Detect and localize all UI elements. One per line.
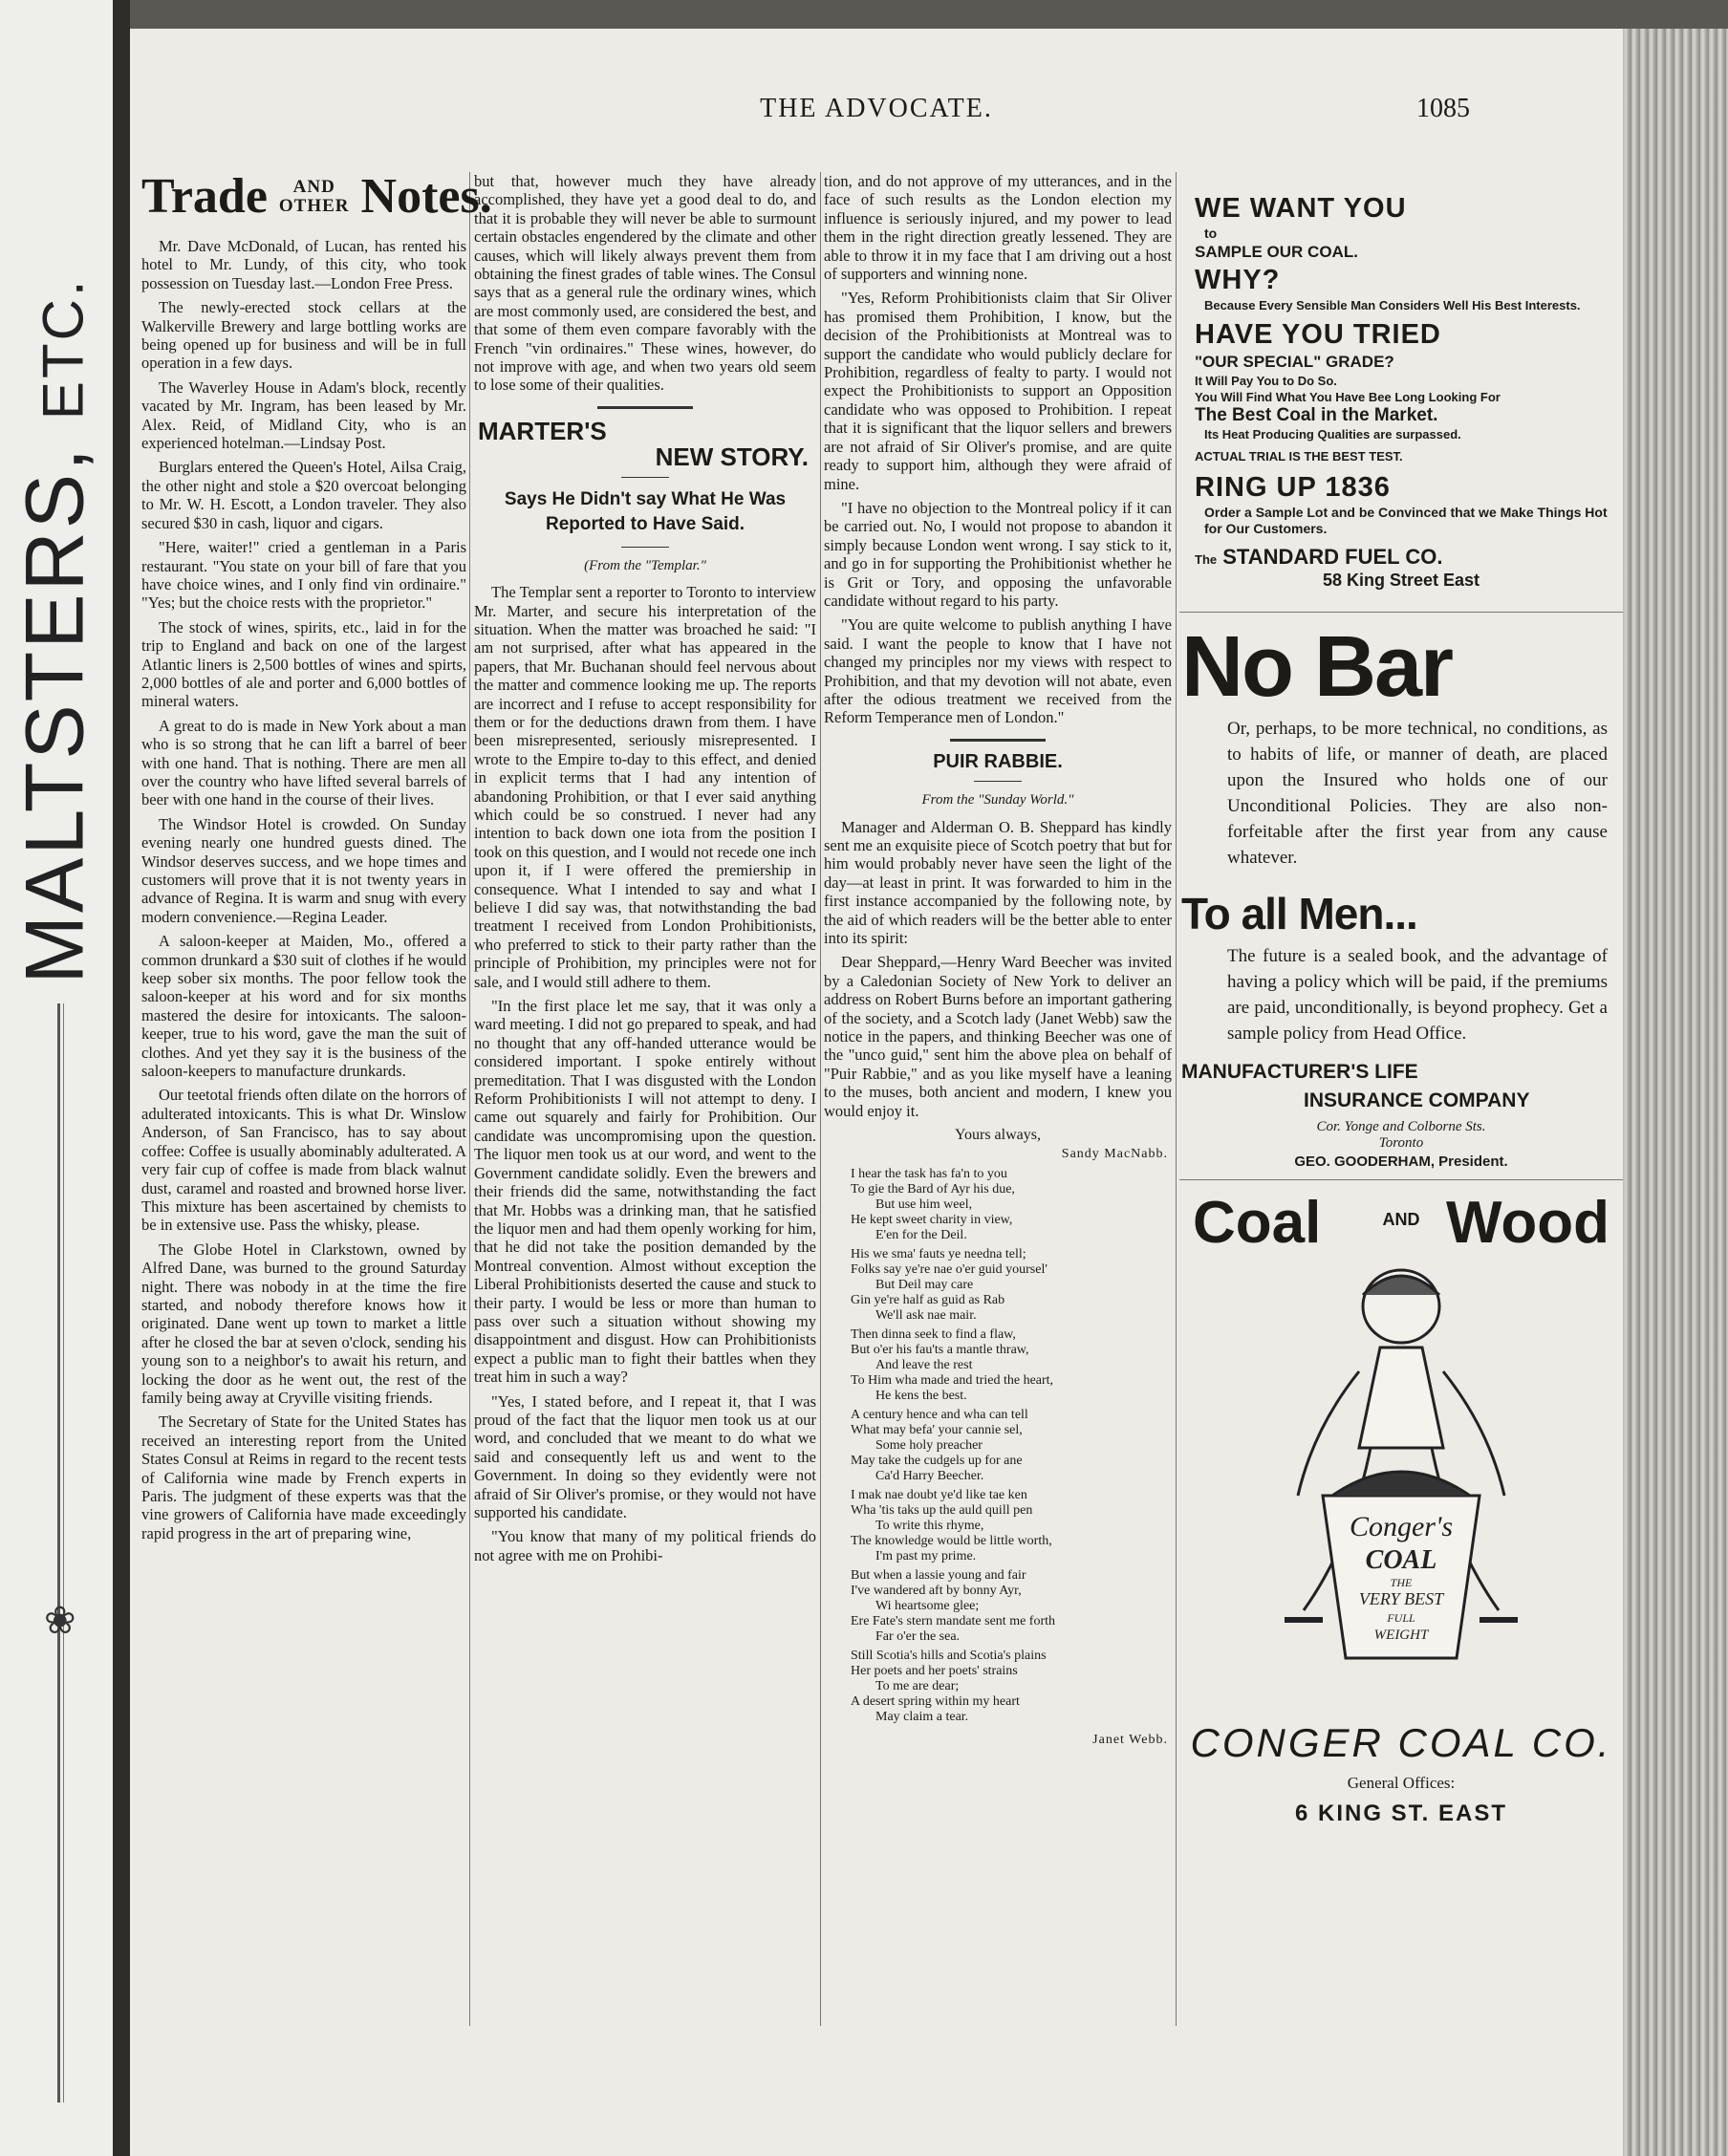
poem-stanza: His we sma' fauts ye needna tell; Folks say ye're nae o'er guid yoursel' But Deil may care Gin ye're half as guid as Rab We'll ask nae mair. bbox=[851, 1246, 1048, 1323]
ad-title: No Bar bbox=[1181, 619, 1453, 715]
poem bbox=[851, 1167, 1172, 1725]
article-subhead: Says He Didn't say What He Was Reported to Have Said. bbox=[504, 488, 787, 534]
ad-line: ACTUAL TRIAL IS THE BEST TEST. bbox=[1195, 449, 1403, 464]
separator-rule bbox=[621, 477, 669, 478]
column-puir-rabbie bbox=[824, 172, 1172, 1749]
paragraph: Manager and Alderman O. B. Sheppard has kindly sent me an exquisite piece of Scotch poetry that but for him would probably never have seen the light of the day—at least in print. It was forwarded to him in the first instance accompanied by the following note, by the aid of which readers will be the better able to enter into its spirit: bbox=[824, 817, 1172, 948]
article-heading: PUIR RABBIE. bbox=[933, 750, 1063, 772]
separator-rule bbox=[974, 781, 1022, 782]
ad-line: The Best Coal in the Market. bbox=[1195, 405, 1438, 425]
paragraph: "Yes, Reform Prohibitionists claim that Sir Oliver has promised them Prohibition, I know, but the decision of the Prohibitionists at Montreal was to support the candidate who would publicly declare for Prohibition, regardless of fealty to party. I would not expect the Prohibitionists to support an Opposition candidate who was opposed to Prohibition. I repeat that it is significant that the liquor sellers and brewers are not afraid of Sir Oliver's promise, and are quite ready to support him, although they were afraid of mine. bbox=[824, 289, 1172, 493]
page-number: 1085 bbox=[1416, 94, 1470, 123]
ad-title: To all Men... bbox=[1181, 889, 1417, 938]
paragraph: Burglars entered the Queen's Hotel, Ailsa Craig, the other night and stole a $20 overcoat belonging to Mr. W. H. Escott, a London traveler. They also secured $30 in cash, liquor and cigars. bbox=[141, 458, 466, 532]
paragraph: A great to do is made in New York about a man who is so strong that he can lift a barrel of beer with one hand. That is nothing. There are men all over the country who have lifted several barrels of beer with one hand in the course of their lives. bbox=[141, 716, 466, 809]
ad-company: INSURANCE COMPANY bbox=[1304, 1089, 1530, 1111]
paragraph: The Globe Hotel in Clarkstown, owned by Alfred Dane, was burned to the ground Saturday night. There was nobody in at the time the fire started, and nobody therefore knows how it originated. Dane went up town to market a little after he closed the bar at seven o'clock, sending his young son to a neighbor's to await his return, and locking the door as he went out, the rest of the family being away at Cryville visiting friends. bbox=[141, 1240, 466, 1407]
column-rule bbox=[820, 172, 821, 2026]
separator-rule bbox=[597, 406, 693, 409]
ad-line: You Will Find What You Have Bee Long Looking For bbox=[1195, 390, 1501, 404]
poem-signature: Janet Webb. bbox=[1092, 1732, 1168, 1747]
ad-address: 58 King Street East bbox=[1322, 571, 1480, 590]
paragraph: Dear Sheppard,—Henry Ward Beecher was invited by a Caledonian Society of New York to deliver an address on Robert Burns before an important gathering of the society, and a Scotch lady (Janet Webb) saw the notice in the papers, and thinking Beecher was one of the "unco guid," sent him the above plea on behalf of "Puir Rabbie," and as you like myself have a leaning to the muses, both ancient and modern, I knew you would enjoy it. bbox=[824, 953, 1172, 1120]
ad-line: Order a Sample Lot and be Convinced that we Make Things Hot for Our Customers. bbox=[1204, 505, 1608, 536]
ad-line: WE WANT YOU bbox=[1195, 193, 1407, 224]
ad-company: CONGER COAL CO. bbox=[1190, 1720, 1612, 1765]
paragraph: Our teetotal friends often dilate on the horrors of adulterated intoxicants. This is what Dr. Winslow Anderson, of San Francisco, has to say about coffee: Coffee is usually abominably adulterated. A very fair cup of coffee is made from black walnut dust, caramel and roasted and browned horse liver. This mixture has been ascertained by chemists to be in extensive use. Pass the whisky, please. bbox=[141, 1086, 466, 1235]
poem-stanza: I hear the task has fa'n to you To gie the Bard of Ayr his due, But use him weel, He kept sweet charity in view, E'en for the Deil. bbox=[851, 1166, 1015, 1242]
page-header: THE ADVOCATE. bbox=[760, 94, 993, 123]
article-source: From the "Sunday World." bbox=[921, 792, 1074, 808]
ad-line: SAMPLE OUR COAL. bbox=[1195, 243, 1358, 261]
ad-address: Cor. Yonge and Colborne Sts. bbox=[1316, 1119, 1486, 1134]
ad-line: "OUR SPECIAL" GRADE? bbox=[1195, 353, 1394, 371]
ad-line: Because Every Sensible Man Considers Well His Best Interests. bbox=[1204, 298, 1581, 313]
paragraph: The Templar sent a reporter to Toronto to interview Mr. Marter, and secure his interpretation of the situation. When the matter was broached he said: "I am not surprised, after what has appeared in the papers, that Mr. Buchanan should feel nervous about the matter and commence looking me up. The reports are incorrect and I refuse to accept responsibility for them or for the deductions drawn from them. I have been misrepresented, seriously misrepresented. I wrote to the Empire to-day to this effect, and denied in explicit terms that I had any intention of abandoning Prohibition, or that I ever said anything which could be so construed. I never had any intention to back down one iota from the position I took on this question, and I would not recede one inch upon it, if I were offered the premiership in consequence. What I intended to say and what I believe I did say was, that notwithstanding the bad treatment I received from London Prohibitionists, who preferred to stick to their party rather than the principle of Prohibition, my principles were not for sale, and I would still adhere to them. bbox=[474, 583, 816, 991]
spine-text: MALTSTERS, ETC. bbox=[9, 277, 101, 984]
standard-fuel-ad bbox=[1179, 172, 1623, 602]
paragraph: "You know that many of my political friends do not agree with me on Prohibi- bbox=[474, 1527, 816, 1564]
spine-rule bbox=[57, 1003, 60, 2102]
basket-text: Conger's bbox=[1349, 1511, 1454, 1542]
page-edges bbox=[1623, 29, 1728, 2156]
poem-stanza: A century hence and wha can tell What may befa' your cannie sel, Some holy preacher May take the cudgels up for ane Ca'd Harry Beecher. bbox=[851, 1407, 1028, 1483]
basket-text: COAL bbox=[1365, 1545, 1437, 1575]
ad-company: The STANDARD FUEL CO. bbox=[1195, 545, 1443, 569]
separator-rule bbox=[621, 547, 669, 548]
paragraph: "Yes, I stated before, and I repeat it, that I was proud of the fact that the liquor men took us at our word, and concluded that we meant to do what we said and consequently left us and went to the Government. In doing so they evidently were not afraid of Sir Oliver's promise, or they would not have supported his candidate. bbox=[474, 1391, 816, 1521]
ad-city: Toronto bbox=[1378, 1135, 1424, 1151]
ad-title: Coal AND Wood bbox=[1193, 1190, 1609, 1256]
ad-company: MANUFACTURER'S LIFE bbox=[1181, 1061, 1418, 1083]
ad-line: WHY? bbox=[1195, 265, 1281, 295]
boy-with-coal-basket-illustration bbox=[1179, 1257, 1623, 1706]
basket-text: FULL bbox=[1387, 1611, 1415, 1625]
paragraph: A saloon-keeper at Maiden, Mo., offered a common drunkard a $30 suit of clothes if he would keep sober six months. The poor fellow took the saloon-keeper at his word and for six months mastered the desire for intoxicants. The saloon-keeper, true to his word, gave the man the suit of clothes. And yet they say it is the business of the saloon-keepers to manufacture drunkards. bbox=[141, 932, 466, 1081]
left-page-edge bbox=[0, 0, 113, 2156]
column-rule bbox=[1176, 172, 1177, 2026]
manufacturers-life-ad bbox=[1179, 619, 1623, 1170]
letter-closing: Yours always, bbox=[955, 1127, 1041, 1144]
ad-line: RING UP 1836 bbox=[1195, 472, 1391, 503]
basket-text: WEIGHT bbox=[1373, 1628, 1429, 1643]
basket-text: THE bbox=[1390, 1576, 1413, 1589]
paragraph: but that, however much they have already accomplished, they have yet a good deal to do, and that it is probable they will never be able to surmount certain obstacles engendered by the climate and other causes, which will likely always prevent them from obtaining the finest grades of table wines. The Consul says that as a general rule the ordinary wines, which are most commonly used, are considered the best, and that some of them even compare favorably with the French "vin ordinaires." These wines, however, do not improve with age, and when two years old seem to lose some of their qualities. bbox=[474, 172, 816, 395]
poem-stanza: Still Scotia's hills and Scotia's plains Her poets and her poets' strains To me are dear; A desert spring within my heart May claim a tear. bbox=[851, 1648, 1047, 1724]
separator-rule bbox=[950, 739, 1046, 742]
letter-signature: Sandy MacNabb. bbox=[1061, 1146, 1168, 1161]
book-binding bbox=[113, 0, 130, 2156]
newspaper-page bbox=[130, 29, 1623, 2156]
conger-coal-ad bbox=[1179, 1190, 1623, 1827]
paragraph: The Secretary of State for the United States has received an interesting report from the United States Consul at Reims in regard to the recent tests of California wine made by French experts in Paris. The judgment of these experts was that the vine growers of California have made exceedingly rapid progress in the art of preparing wine, bbox=[141, 1412, 466, 1542]
spine-rule-thin bbox=[63, 1003, 64, 2102]
column-trade-notes bbox=[141, 169, 492, 1548]
ad-divider bbox=[1179, 1179, 1623, 1180]
rosette-icon: ❀ bbox=[44, 1599, 76, 1642]
ad-text: The future is a sealed book, and the advantage of having a policy which will be paid, if the premiums are paid, unconditionally, is beyond prophecy. Get a sample policy from Head Office. bbox=[1227, 946, 1608, 1044]
paragraph: Mr. Dave McDonald, of Lucan, has rented his hotel to Mr. Lundy, of this city, who took possession on Tuesday last.—London Free Press. bbox=[141, 237, 466, 292]
ad-line: It Will Pay You to Do So. bbox=[1195, 374, 1337, 388]
paragraph: tion, and do not approve of my utterances, and in the face of such results as the London election my influence is seriously injured, and my power to lead them in the right direction greatly lessened. They are able to throw it in my face that I am driving out a host of supporters and winning none. bbox=[824, 172, 1172, 284]
spine-label bbox=[0, 210, 113, 1051]
basket-text: VERY BEST bbox=[1358, 1589, 1444, 1608]
article-heading: MARTER'S bbox=[478, 416, 607, 445]
paragraph: The Waverley House in Adam's block, recently vacated by Mr. Ingram, has been leased by Mr. Alex. Reid, of Midland City, who is an experienced hotelman.—Lindsay Post. bbox=[141, 377, 466, 453]
paragraph: The newly-erected stock cellars at the Walkerville Brewery and large bottling works are being opened up for business and will be in full operation in a few days. bbox=[141, 298, 466, 373]
ad-text: Or, perhaps, to be more technical, no conditions, as to habits of life, or manner of death, are placed upon the Insured who holds one of our Unconditional Policies. They are also non-forfeitable after the first year from any cause whatever. bbox=[1227, 719, 1608, 868]
paragraph: "You are quite welcome to publish anything I have said. I want the people to know that I have not changed my principles nor my views with respect to Prohibition, and that my devotion will not abate, even after the odious treatment we received from the Reform Temperance men of London." bbox=[824, 615, 1172, 727]
paragraph: The stock of wines, spirits, etc., laid in for the trip to England and back on one of the largest Atlantic liners is 2,500 bottles of wines and spirts, 2,000 bottles of ale and porter and 6,000 bottles of mineral waters. bbox=[141, 617, 466, 711]
advertisements-column bbox=[1179, 172, 1623, 1827]
poem-stanza: Then dinna seek to find a flaw, But o'er his fau'ts a mantle thraw, And leave the rest To Him wha made and tried the heart, He kens the best. bbox=[851, 1326, 1054, 1403]
trade-notes-title: Trade AND OTHER Notes. bbox=[141, 169, 492, 224]
ad-line: HAVE YOU TRIED bbox=[1195, 319, 1441, 350]
paragraph: The Windsor Hotel is crowded. On Sunday evening nearly one hundred guests dined. The Windsor deserves success, and we hope times and customers will prove that it is not twenty years in advance of Regina. It is warm and snug with every modern convenience.—Regina Leader. bbox=[141, 814, 466, 926]
ad-line: Its Heat Producing Qualities are surpassed. bbox=[1204, 427, 1461, 442]
ad-divider bbox=[1179, 612, 1623, 613]
paragraph: "I have no objection to the Montreal policy if it can be carried out. No, I would not propose to abandon it simply because London went wrong. I say stick to it, and go in for supporting the Prohibitionist whether he is Grit or Tory, and opposing the unfavorable candidate without regard to his party. bbox=[824, 498, 1172, 610]
ad-president: GEO. GOODERHAM, President. bbox=[1294, 1153, 1508, 1170]
column-marter bbox=[474, 172, 816, 1570]
poem-stanza: But when a lassie young and fair I've wandered aft by bonny Ayr, Wi heartsome glee; Ere Fate's stern mandate sent me forth Far o'er the sea. bbox=[851, 1567, 1056, 1644]
ad-line: to bbox=[1204, 226, 1218, 241]
article-heading: NEW STORY. bbox=[655, 442, 809, 472]
column-rule bbox=[469, 172, 470, 2026]
ad-address: 6 KING ST. EAST bbox=[1294, 1800, 1508, 1826]
ad-offices: General Offices: bbox=[1347, 1774, 1456, 1792]
article-source: (From the "Templar." bbox=[584, 557, 706, 573]
paragraph: "Here, waiter!" cried a gentleman in a Paris restaurant. "You state on your bill of fare that you have choice wines, and I only find vin ordinaire." "Yes; but the choice rests with the proprietor." bbox=[141, 538, 466, 613]
paragraph: "In the first place let me say, that it was only a ward meeting. I did not go prepared to speak, and had no thought that any off-handed utterance would be considered important. I spoke entirely without premeditation. That I was disgusted with the London Reform Prohibitionists I will not attempt to deny. I came out squarely and fairly for Prohibition. Our candidate was uncompromising upon the question. The liquor men took us at our word, and went to the Government candidate solidly. Even the brewers and their friends did the same, notwithstanding the fact that Mr. Hobbs was a drinking man, that he satisfied the liquor men and had them openly working for him, that he did not take the position demanded by the Montreal convention. Almost without exception the Liberal Prohibitionists deserted the cause and stuck to their party. I would be less or more than human to pass over such a situation without showing my disappointment and disgust. How can Prohibitionists expect a public man to fight their battles when they treat him in such a way? bbox=[474, 997, 816, 1387]
poem-stanza: I mak nae doubt ye'd like tae ken Wha 'tis taks up the auld quill pen To write this rhyme, The knowledge would be little worth, I'm past my prime. bbox=[851, 1487, 1052, 1563]
